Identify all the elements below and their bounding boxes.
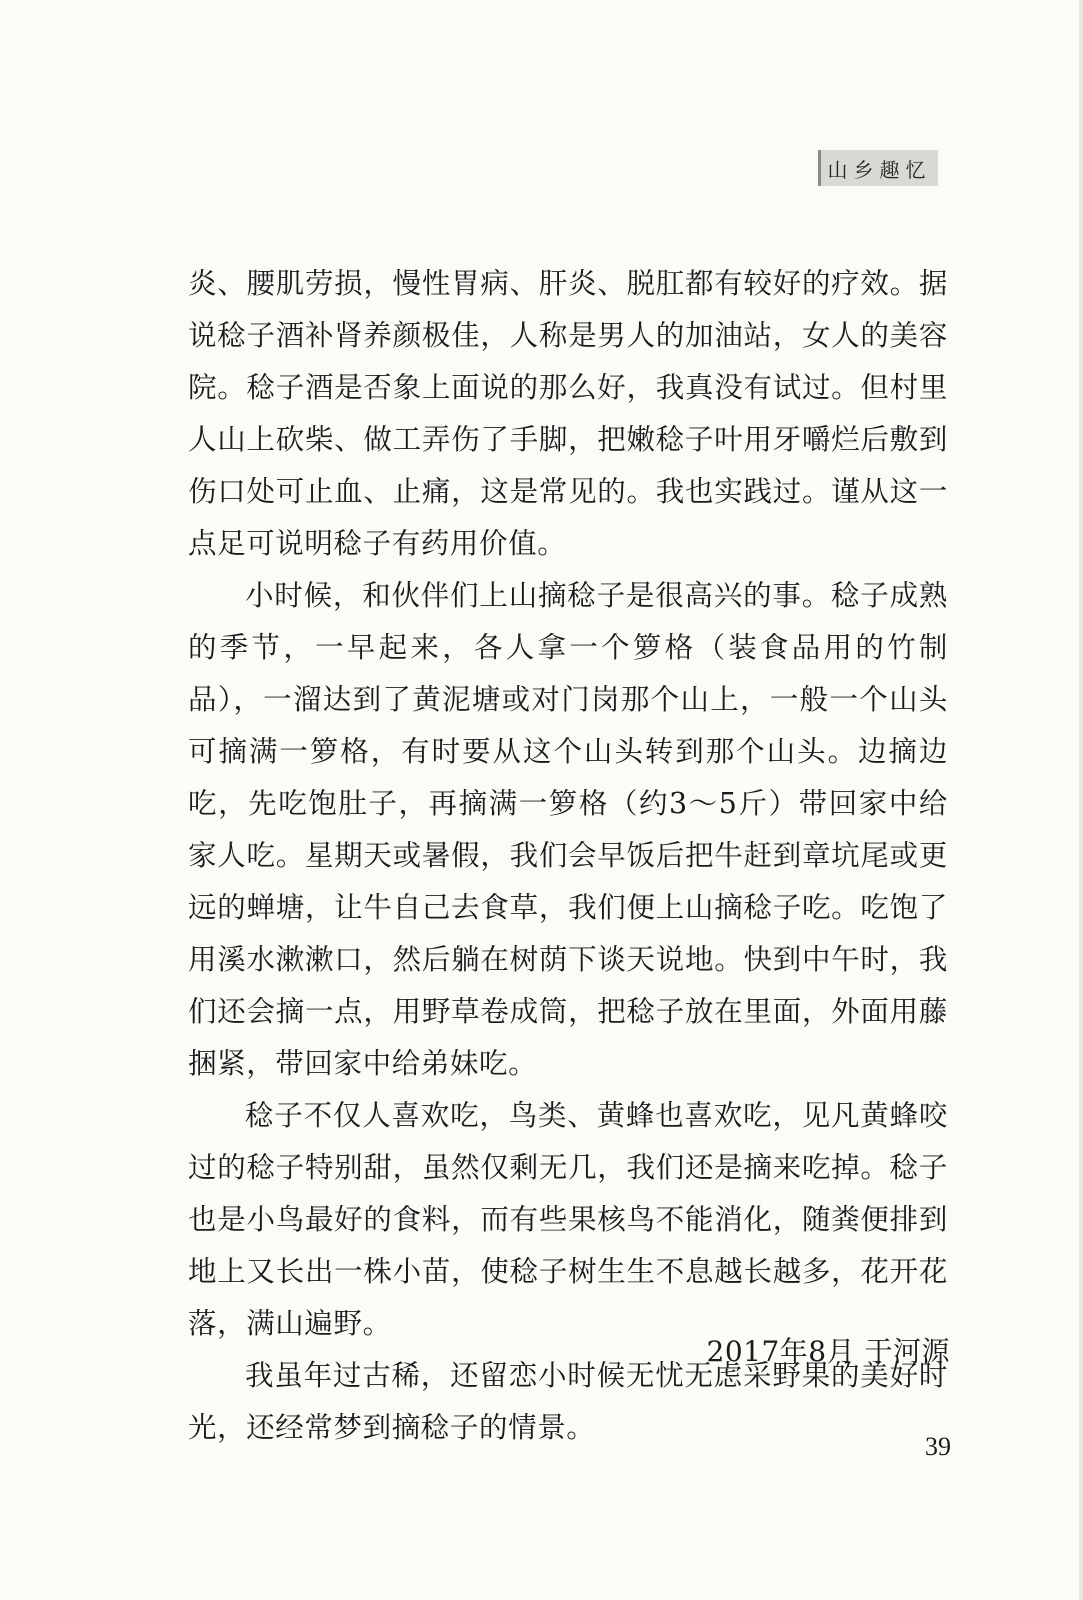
scan-edge-shadow — [1079, 0, 1083, 1600]
section-title: 山乡趣忆 — [827, 157, 932, 182]
paragraph-3: 稔子不仅人喜欢吃，鸟类、黄蜂也喜欢吃，见凡黄蜂咬过的稔子特别甜，虽然仅剩无几，我们还是摘来吃掉。稔子也是小鸟最好的食料，而有些果核鸟不能消化，随粪便排到地上又长出一株小苗，使稔子树生生不息越长越多，花开花落，满山遍野。 — [188, 1099, 948, 1340]
paragraph-2: 小时候，和伙伴们上山摘稔子是很高兴的事。稔子成熟的季节，一早起来，各人拿一个箩格（装食品用的竹制品），一溜达到了黄泥塘或对门岗那个山上，一般一个山头可摘满一箩格，有时要从这个山头转到那个山头。边摘边吃，先吃饱肚子，再摘满一箩格（约3～5斤）带回家中给家人吃。星期天或暑假，我们会早饭后把牛赶到章坑尾或更远的蝉塘，让牛自己去食草，我们便上山摘稔子吃。吃饱了用溪水漱漱口，然后躺在树荫下谈天说地。快到中午时，我们还会摘一点，用野草卷成筒，把稔子放在里面，外面用藤捆紧，带回家中给弟妹吃。 — [188, 579, 948, 1080]
article-body — [188, 258, 948, 1454]
paragraph-1: 炎、腰肌劳损，慢性胃病、肝炎、脱肛都有较好的疗效。据说稔子酒补肾养颜极佳，人称是男人的加油站，女人的美容院。稔子酒是否象上面说的那么好，我真没有试过。但村里人山上砍柴、做工弄伤了手脚，把嫩稔子叶用牙嚼烂后敷到伤口处可止血、止痛，这是常见的。我也实践过。谨从这一点足可说明稔子有药用价值。 — [188, 267, 948, 560]
page-number: 39 — [925, 1432, 951, 1461]
date-place-signature: 2017年8月 于河源 — [706, 1335, 950, 1368]
section-title-tab — [818, 150, 938, 186]
paragraph-4: 我虽年过古稀，还留恋小时候无忧无虑采野果的美好时光，还经常梦到摘稔子的情景。 — [188, 1359, 948, 1444]
